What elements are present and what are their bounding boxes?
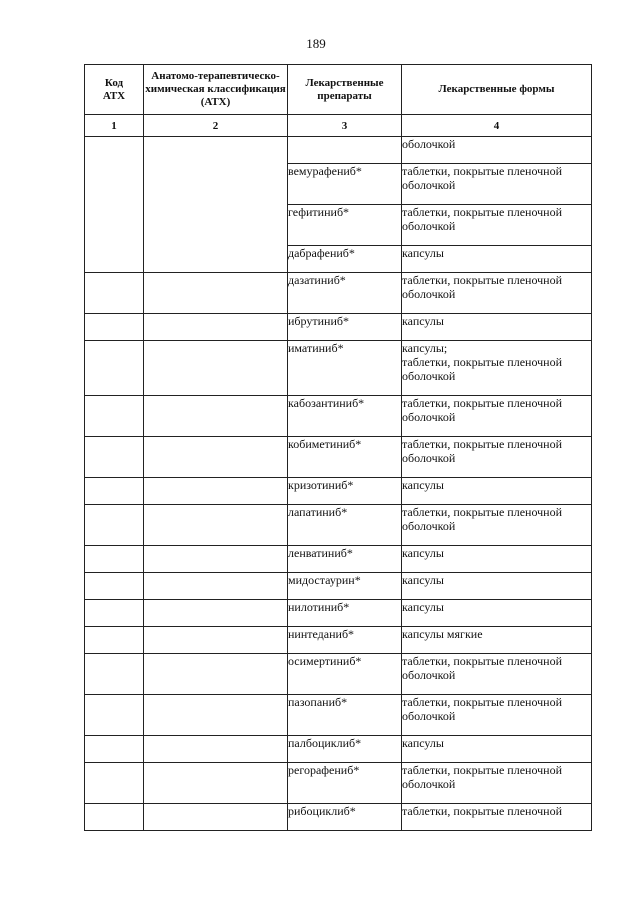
dosage-form-cell: оболочкой	[402, 137, 592, 164]
table-row	[85, 437, 592, 478]
table-row	[85, 546, 592, 573]
dosage-form-cell: таблетки, покрытые пленочной оболочкой	[402, 273, 592, 314]
column-number-row	[85, 115, 592, 137]
dosage-form-cell: капсулы	[402, 736, 592, 763]
column-number: 1	[85, 115, 144, 137]
table-row	[85, 804, 592, 831]
atx-code-cell	[85, 736, 144, 763]
dosage-form-cell: таблетки, покрытые пленочной оболочкой	[402, 654, 592, 695]
atx-classification-cell	[144, 396, 288, 437]
drug-name-cell: иматиниб*	[288, 341, 402, 396]
drug-name-cell: мидостаурин*	[288, 573, 402, 600]
table-row	[85, 763, 592, 804]
table-row	[85, 627, 592, 654]
table-row	[85, 736, 592, 763]
atx-code-cell	[85, 546, 144, 573]
atx-code-cell	[85, 437, 144, 478]
drug-name-cell: ибрутиниб*	[288, 314, 402, 341]
drug-name-cell: регорафениб*	[288, 763, 402, 804]
dosage-form-cell: таблетки, покрытые пленочной оболочкой	[402, 164, 592, 205]
atx-classification-cell	[144, 695, 288, 736]
dosage-form-cell: таблетки, покрытые пленочной оболочкой	[402, 205, 592, 246]
dosage-form-cell: капсулы	[402, 600, 592, 627]
atx-code-cell	[85, 573, 144, 600]
table-row	[85, 573, 592, 600]
drug-name-cell: осимертиниб*	[288, 654, 402, 695]
atx-classification-cell	[144, 627, 288, 654]
dosage-form-cell: таблетки, покрытые пленочной оболочкой	[402, 505, 592, 546]
dosage-form-cell: капсулы	[402, 478, 592, 505]
atx-drug-table	[84, 64, 592, 831]
atx-code-cell	[85, 341, 144, 396]
drug-name-cell: лапатиниб*	[288, 505, 402, 546]
atx-classification-cell	[144, 546, 288, 573]
table-body	[85, 137, 592, 831]
dosage-form-cell: таблетки, покрытые пленочной оболочкой	[402, 437, 592, 478]
drug-name-cell: кобиметиниб*	[288, 437, 402, 478]
atx-classification-cell	[144, 804, 288, 831]
atx-classification-cell	[144, 437, 288, 478]
drug-name-cell: гефитиниб*	[288, 205, 402, 246]
atx-code-cell	[85, 478, 144, 505]
drug-name-cell: дабрафениб*	[288, 246, 402, 273]
drug-name-cell: ленватиниб*	[288, 546, 402, 573]
table-header-row	[85, 65, 592, 115]
atx-classification-cell	[144, 763, 288, 804]
header-forms: Лекарственные формы	[402, 65, 592, 115]
dosage-form-cell: таблетки, покрытые пленочной оболочкой	[402, 695, 592, 736]
dosage-form-cell: капсулы	[402, 546, 592, 573]
dosage-form-cell: капсулы	[402, 246, 592, 273]
dosage-form-cell: капсулы; таблетки, покрытые пленочной оболочкой	[402, 341, 592, 396]
drug-name-cell: нинтеданиб*	[288, 627, 402, 654]
drug-name-cell: кабозантиниб*	[288, 396, 402, 437]
atx-code-cell	[85, 600, 144, 627]
atx-classification-cell	[144, 341, 288, 396]
atx-classification-cell	[144, 478, 288, 505]
atx-code-cell	[85, 137, 144, 273]
dosage-form-cell: таблетки, покрытые пленочной оболочкой	[402, 396, 592, 437]
table-row	[85, 396, 592, 437]
atx-classification-cell	[144, 600, 288, 627]
atx-classification-cell	[144, 573, 288, 600]
drug-name-cell: пазопаниб*	[288, 695, 402, 736]
drug-name-cell: вемурафениб*	[288, 164, 402, 205]
atx-classification-cell	[144, 137, 288, 273]
drug-name-cell: нилотиниб*	[288, 600, 402, 627]
drug-name-cell: кризотиниб*	[288, 478, 402, 505]
drug-name-cell: рибоциклиб*	[288, 804, 402, 831]
atx-code-cell	[85, 314, 144, 341]
atx-code-cell	[85, 273, 144, 314]
drug-name-cell: палбоциклиб*	[288, 736, 402, 763]
atx-code-cell	[85, 505, 144, 546]
page-number: 189	[306, 36, 326, 51]
table-row	[85, 314, 592, 341]
atx-classification-cell	[144, 505, 288, 546]
table-row	[85, 505, 592, 546]
dosage-form-cell: таблетки, покрытые пленочной	[402, 804, 592, 831]
column-number: 2	[144, 115, 288, 137]
table-row	[85, 654, 592, 695]
drug-name-cell	[288, 137, 402, 164]
atx-code-cell	[85, 804, 144, 831]
column-number: 3	[288, 115, 402, 137]
dosage-form-cell: капсулы мягкие	[402, 627, 592, 654]
atx-code-cell	[85, 396, 144, 437]
table-row	[85, 137, 592, 164]
header-drugs: Лекарственные препараты	[288, 65, 402, 115]
drug-name-cell: дазатиниб*	[288, 273, 402, 314]
table-row	[85, 341, 592, 396]
table-row	[85, 478, 592, 505]
header-classification: Анатомо-терапевтическо- химическая классификация (АТХ)	[144, 65, 288, 115]
atx-code-cell	[85, 654, 144, 695]
atx-classification-cell	[144, 273, 288, 314]
atx-code-cell	[85, 695, 144, 736]
atx-code-cell	[85, 763, 144, 804]
atx-classification-cell	[144, 314, 288, 341]
table-row	[85, 695, 592, 736]
header-code: Код АТХ	[85, 65, 144, 115]
dosage-form-cell: капсулы	[402, 573, 592, 600]
atx-classification-cell	[144, 654, 288, 695]
atx-classification-cell	[144, 736, 288, 763]
dosage-form-cell: таблетки, покрытые пленочной оболочкой	[402, 763, 592, 804]
table-row	[85, 273, 592, 314]
table-row	[85, 600, 592, 627]
dosage-form-cell: капсулы	[402, 314, 592, 341]
column-number: 4	[402, 115, 592, 137]
atx-code-cell	[85, 627, 144, 654]
